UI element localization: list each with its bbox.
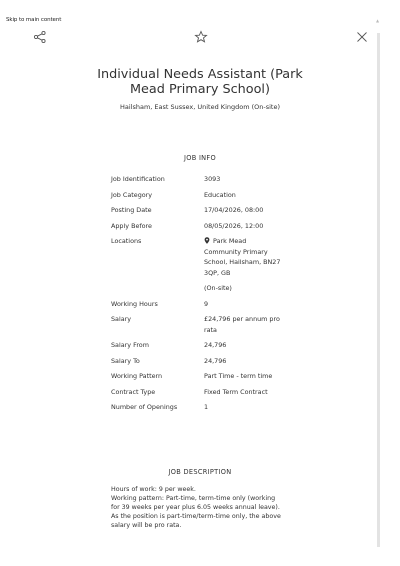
scroll-up-arrow[interactable]: ▲ xyxy=(376,18,380,23)
info-value xyxy=(204,236,281,299)
location-address: Park Mead Community Primary School, Hailsham, BN27 3QP, GB xyxy=(204,237,281,277)
job-info-heading: JOB INFO xyxy=(183,154,216,162)
description-line: Hours of work: 9 per week. xyxy=(111,486,196,493)
info-row-contract-type xyxy=(111,387,281,403)
info-value: Part Time - term time xyxy=(204,372,273,380)
info-label: Locations xyxy=(111,237,142,245)
description-line: Working pattern: Part-time, term-time only (working for 39 weeks per year plus 6.05 weeks annual leave). xyxy=(111,494,280,511)
info-value: 24,796 xyxy=(204,356,227,365)
info-label: Number of Openings xyxy=(111,403,178,411)
info-row-job-category xyxy=(111,190,281,206)
star-icon[interactable] xyxy=(194,30,208,44)
info-label: Job Category xyxy=(111,190,153,199)
info-row-working-hours xyxy=(111,299,281,315)
info-label: Salary xyxy=(111,315,132,323)
info-label: Job Identification xyxy=(111,175,165,183)
info-value: 08/05/2026, 12:00 xyxy=(204,221,264,230)
job-title: Individual Needs Assistant (Park Mead Primary School) xyxy=(97,67,303,97)
info-row-posting-date xyxy=(111,205,281,221)
share-icon[interactable] xyxy=(33,30,47,44)
info-label: Posting Date xyxy=(111,206,152,214)
info-label: Salary From xyxy=(111,341,149,349)
job-description-heading: JOB DESCRIPTION xyxy=(168,468,232,476)
job-info-table xyxy=(111,174,281,418)
job-description-body xyxy=(111,486,281,531)
info-row-apply-before xyxy=(111,221,281,237)
info-row-salary xyxy=(111,314,281,340)
job-location: Hailsham, East Sussex, United Kingdom (On-site) xyxy=(119,103,281,111)
job-header xyxy=(0,68,400,111)
info-label: Apply Before xyxy=(111,221,152,230)
info-value: Fixed Term Contract xyxy=(204,387,268,396)
info-label: Working Pattern xyxy=(111,372,163,380)
info-label: Salary To xyxy=(111,356,140,365)
info-value: 3093 xyxy=(204,175,221,183)
description-line: As the position is part-time/term-time only, the above salary will be pro rata. xyxy=(111,512,281,529)
job-toolbar xyxy=(0,30,380,50)
info-value: 1 xyxy=(204,403,209,411)
location-onsite: (On-site) xyxy=(204,284,232,292)
skip-to-main-content-link[interactable]: Skip to main content xyxy=(6,17,62,23)
info-row-number-of-openings xyxy=(111,402,281,418)
info-row-locations xyxy=(111,236,281,299)
map-pin-icon xyxy=(204,237,210,244)
info-value: 24,796 xyxy=(204,341,227,349)
info-row-working-pattern xyxy=(111,371,281,387)
info-row-salary-from xyxy=(111,340,281,356)
close-icon[interactable] xyxy=(355,30,369,44)
info-value: 17/04/2026, 08:00 xyxy=(204,206,264,214)
info-row-salary-to xyxy=(111,356,281,372)
info-value: £24,796 per annum pro rata xyxy=(204,315,280,334)
info-value: 9 xyxy=(204,299,209,308)
info-row-job-identification xyxy=(111,174,281,190)
info-label: Contract Type xyxy=(111,387,156,396)
info-value: Education xyxy=(204,190,236,199)
info-label: Working Hours xyxy=(111,299,158,308)
